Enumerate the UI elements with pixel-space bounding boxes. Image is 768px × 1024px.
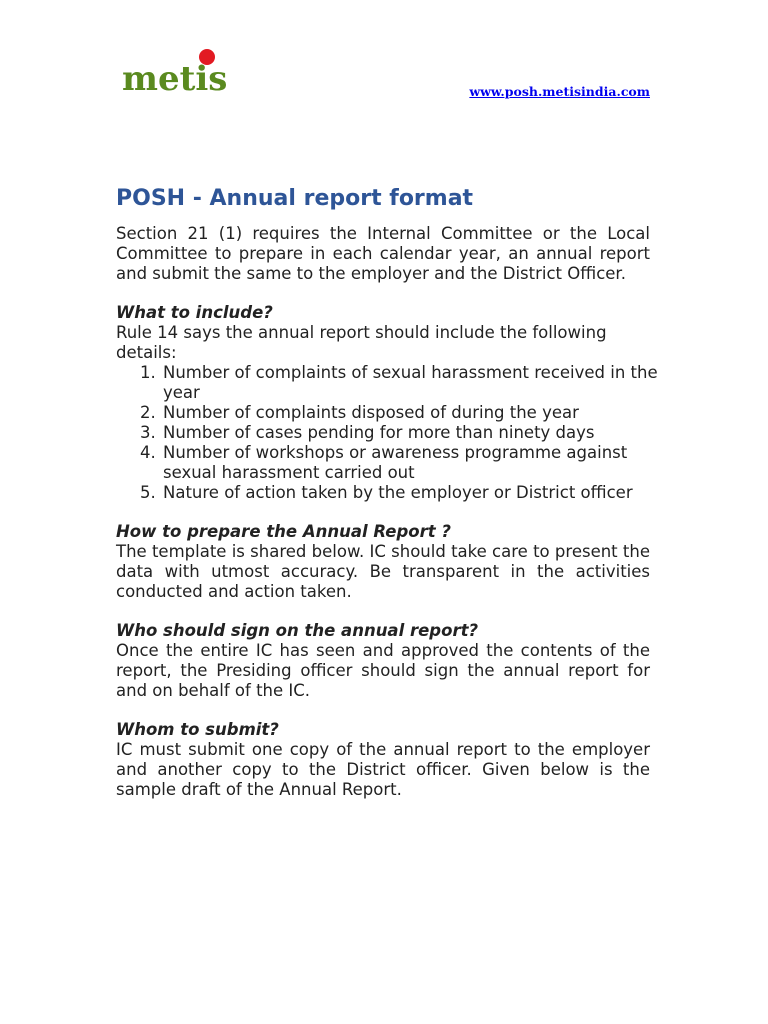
include-list xyxy=(116,363,672,503)
section-text: The template is shared below. IC should take care to present the data with utmost accuracy. Be transparent in the activities conducted and action taken. xyxy=(116,542,650,601)
section-how-to-prepare xyxy=(116,522,650,602)
list-item-text: Number of workshops or awareness programme against sexual harassment carried out xyxy=(163,443,628,482)
logo-wordmark: metis xyxy=(122,59,228,96)
section-text: Rule 14 says the annual report should include the following details: xyxy=(116,323,607,362)
section-heading: Who should sign on the annual report? xyxy=(116,621,479,640)
list-number: 3. xyxy=(140,423,156,442)
section-heading: How to prepare the Annual Report ? xyxy=(116,522,451,541)
list-item-text: Number of complaints disposed of during the year xyxy=(163,403,579,422)
section-what-to-include xyxy=(116,303,658,503)
list-item xyxy=(116,443,648,483)
page-title: POSH - Annual report format xyxy=(116,186,474,211)
list-item xyxy=(116,483,648,503)
list-number: 2. xyxy=(140,403,156,422)
list-item xyxy=(116,423,672,443)
intro-paragraph: Section 21 (1) requires the Internal Committee or the Local Committee to prepare in each calendar year, an annual report and submit the same to the employer and the District Officer. xyxy=(116,224,650,283)
list-item xyxy=(116,363,672,403)
list-number: 5. xyxy=(140,483,156,502)
section-text: Once the entire IC has seen and approved the contents of the report, the Presiding officer should sign the annual report for and on behalf of the IC. xyxy=(116,641,650,700)
list-item xyxy=(116,403,672,423)
list-number: 1. xyxy=(140,363,156,382)
metis-logo-graphic xyxy=(122,48,242,96)
section-whom-to-submit xyxy=(116,720,650,800)
section-who-should-sign xyxy=(116,621,650,701)
document-body xyxy=(116,184,658,800)
section-heading: Whom to submit? xyxy=(116,720,279,739)
website-link[interactable]: www.posh.metisindia.com xyxy=(469,84,650,99)
section-heading: What to include? xyxy=(116,303,273,322)
list-number: 4. xyxy=(140,443,156,462)
list-item-text: Number of cases pending for more than ninety days xyxy=(163,423,595,442)
list-item-text: Number of complaints of sexual harassment received in the year xyxy=(163,363,658,402)
section-text: IC must submit one copy of the annual report to the employer and another copy to the District officer. Given below is the sample draft of the Annual Report. xyxy=(116,740,650,799)
metis-logo xyxy=(122,48,242,96)
list-item-text: Nature of action taken by the employer or District officer xyxy=(163,483,633,502)
